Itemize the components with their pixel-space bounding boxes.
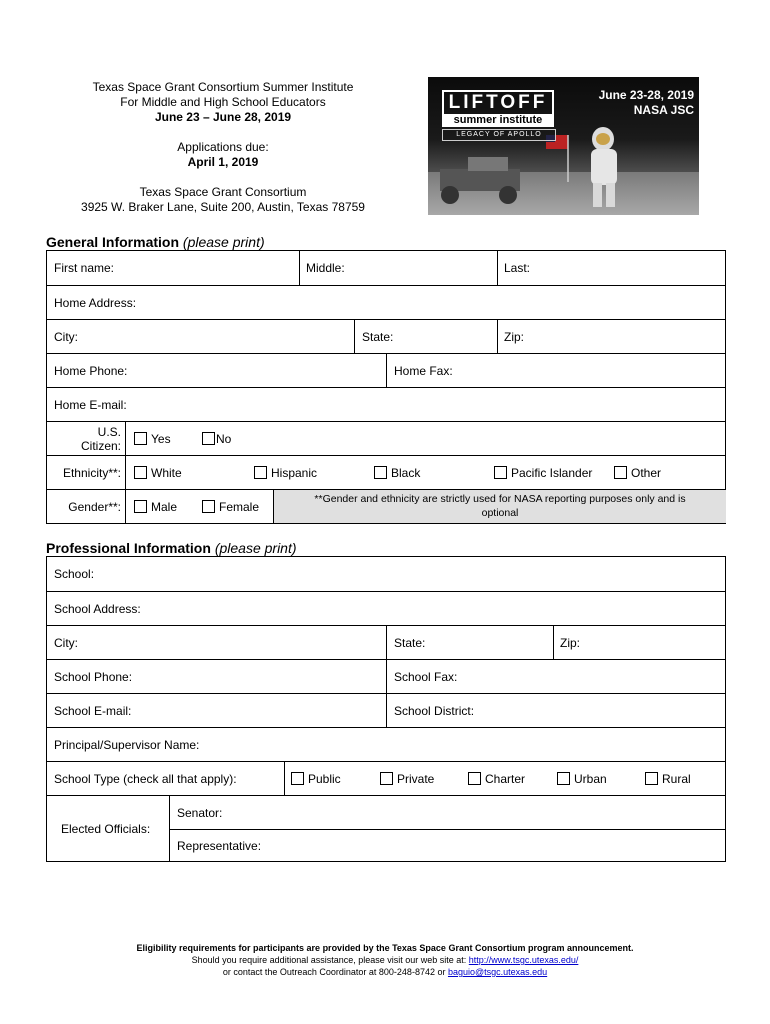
banner-date-place [584,88,694,118]
representative-label: Representative: [177,839,262,853]
general-section-title [46,234,265,250]
school-phone-label: School Phone: [54,670,133,684]
ethnicity-white-option[interactable] [134,466,182,480]
citizen-yes-option[interactable] [134,432,171,446]
checkbox[interactable] [134,500,147,513]
ethnicity-other-option[interactable] [614,466,661,480]
ethnicity-pacific-option[interactable] [494,466,592,480]
school-phone-field[interactable] [47,660,386,694]
liftoff-banner-image [428,77,699,215]
banner-logo-main: LIFTOFF [442,90,554,116]
school-row [47,557,725,591]
citizen-options [125,422,726,456]
gender-disclaimer [273,490,726,523]
due-label: Applications due: [177,140,269,154]
banner-date: June 23-28, 2019 [598,88,694,102]
home-email-label: Home E-mail: [54,398,127,412]
type-charter-option[interactable] [468,772,525,786]
principal-label: Principal/Supervisor Name: [54,738,200,752]
citizen-yes-label: Yes [151,432,171,446]
professional-title: Professional Information [46,540,211,556]
gender-female-label: Female [219,500,260,514]
school-state-field[interactable] [386,626,554,660]
checkbox[interactable] [645,772,658,785]
type-private-label: Private [397,772,435,786]
ethnicity-other-label: Other [631,466,662,480]
checkbox[interactable] [254,466,267,479]
website-link[interactable]: http://www.tsgc.utexas.edu/ [468,955,579,965]
checkbox[interactable] [202,432,215,445]
elected-label-cell [47,796,169,861]
general-title: General Information [46,234,180,250]
footer-website-text: Should you require additional assistance, please visit our web site at: [191,955,469,965]
professional-section-title [46,540,297,556]
home-fax-label: Home Fax: [394,364,453,378]
citizen-label-line1: U.S. [97,425,121,439]
citizen-label-line2: Citizen: [80,439,121,453]
home-address-row [47,285,725,320]
header-title: Texas Space Grant Consortium Summer Institute [92,80,354,94]
home-address-field[interactable] [47,286,725,320]
type-private-option[interactable] [380,772,434,786]
banner-logo-tag: LEGACY OF APOLLO [442,129,556,141]
home-city-row [47,319,725,354]
ethnicity-label-cell [47,456,125,490]
school-zip-field[interactable] [553,626,726,660]
disclaimer-line2: optional [481,507,519,519]
school-type-label-cell [47,762,284,796]
elected-officials-row [47,795,725,861]
type-rural-label: Rural [662,772,691,786]
ethnicity-black-label: Black [391,466,421,480]
professional-note: (please print) [214,540,297,556]
checkbox[interactable] [374,466,387,479]
checkbox[interactable] [494,466,507,479]
professional-info-table [46,556,726,862]
school-district-label: School District: [394,704,475,718]
school-address-row [47,591,725,626]
ethnicity-hispanic-label: Hispanic [271,466,318,480]
school-type-options [284,762,726,796]
elected-label: Elected Officials: [61,822,151,836]
middle-name-field[interactable] [299,251,498,285]
header-dates: June 23 – June 28, 2019 [154,110,292,124]
checkbox[interactable] [380,772,393,785]
gender-male-label: Male [151,500,178,514]
type-urban-label: Urban [574,772,607,786]
citizen-no-label: No [216,432,232,446]
school-district-field[interactable] [386,694,726,728]
general-note: (please print) [182,234,265,250]
checkbox[interactable] [614,466,627,479]
school-city-row [47,625,725,660]
last-name-field[interactable] [497,251,726,285]
banner-logo-sub: summer institute [442,114,554,127]
middle-name-label: Middle: [306,261,345,275]
school-address-label: School Address: [54,602,141,616]
email-link[interactable]: baguio@tsgc.utexas.edu [447,967,548,977]
footer-contact-text: or contact the Outreach Coordinator at 800-248-8742 or [222,967,448,977]
gender-row [47,489,725,523]
school-email-label: School E-mail: [54,704,132,718]
checkbox[interactable] [134,466,147,479]
citizen-no-option[interactable] [202,432,231,446]
first-name-field[interactable] [47,251,299,285]
school-phone-row [47,659,725,694]
gender-options [125,490,274,523]
checkbox[interactable] [291,772,304,785]
school-field[interactable] [47,557,725,591]
senator-label: Senator: [177,806,223,820]
citizen-label [47,422,125,456]
school-fax-field[interactable] [386,660,726,694]
type-public-label: Public [308,772,341,786]
ethnicity-label: Ethnicity**: [62,466,121,480]
senator-field[interactable] [169,796,726,829]
general-info-table [46,250,726,524]
home-address-label: Home Address: [54,296,137,310]
school-fax-label: School Fax: [394,670,458,684]
ethnicity-hispanic-option[interactable] [254,466,317,480]
ethnicity-black-option[interactable] [374,466,420,480]
footer-eligibility: Eligibility requirements for participants are provided by the Texas Space Grant Consortium program announcement. [136,943,634,953]
home-zip-label: Zip: [504,330,525,344]
home-city-label: City: [54,330,78,344]
gender-label: Gender**: [68,500,121,514]
ethnicity-pacific-label: Pacific Islander [511,466,593,480]
home-state-label: State: [362,330,394,344]
home-email-row [47,387,725,422]
gender-male-option[interactable] [134,500,177,514]
gender-female-option[interactable] [202,500,259,514]
school-state-label: State: [394,636,426,650]
school-address-field[interactable] [47,592,725,626]
type-charter-label: Charter [485,772,526,786]
name-row [47,251,725,285]
first-name-label: First name: [54,261,115,275]
type-urban-option[interactable] [557,772,607,786]
principal-field[interactable] [47,728,725,762]
gender-label-cell [47,490,125,523]
home-zip-field[interactable] [497,320,726,354]
home-state-field[interactable] [354,320,498,354]
school-type-label: School Type (check all that apply): [54,772,237,786]
home-phone-row [47,353,725,388]
home-phone-label: Home Phone: [54,364,128,378]
type-rural-option[interactable] [645,772,691,786]
school-city-field[interactable] [47,626,386,660]
checkbox[interactable] [468,772,481,785]
ethnicity-white-label: White [151,466,182,480]
org-name: Texas Space Grant Consortium [139,185,307,199]
citizen-row [47,421,725,456]
checkbox[interactable] [202,500,215,513]
org-address: 3925 W. Braker Lane, Suite 200, Austin, Texas 78759 [81,200,365,214]
last-name-label: Last: [504,261,531,275]
header-block [40,80,406,215]
home-city-field[interactable] [47,320,354,354]
disclaimer-line1: **Gender and ethnicity are strictly used for NASA reporting purposes only and is [314,493,686,505]
school-zip-label: Zip: [560,636,581,650]
checkbox[interactable] [134,432,147,445]
ethnicity-options [125,456,726,490]
representative-field[interactable] [169,829,726,862]
footer [0,942,770,978]
banner-place: NASA JSC [633,103,694,117]
due-date: April 1, 2019 [187,155,259,169]
school-type-row [47,761,725,796]
footer-website-line [0,954,770,966]
header-subtitle: For Middle and High School Educators [120,95,326,109]
home-fax-field[interactable] [386,354,726,388]
school-label: School: [54,567,95,581]
ethnicity-row [47,455,725,490]
type-public-option[interactable] [291,772,341,786]
home-phone-field[interactable] [47,354,386,388]
principal-row [47,727,725,762]
school-city-label: City: [54,636,78,650]
checkbox[interactable] [557,772,570,785]
school-email-row [47,693,725,728]
home-email-field[interactable] [47,388,725,422]
school-email-field[interactable] [47,694,386,728]
footer-contact-line [0,966,770,978]
